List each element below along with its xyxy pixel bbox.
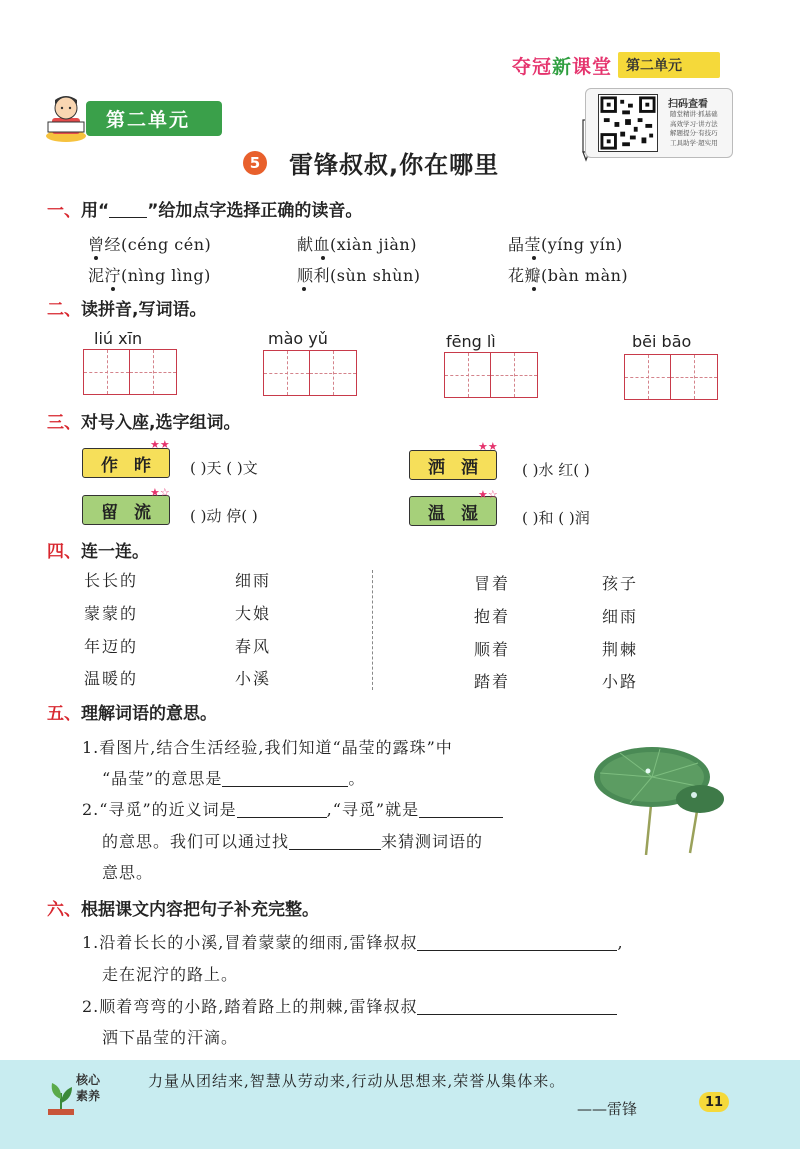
brand-logo: 夺冠新课堂 (512, 55, 613, 78)
match-word[interactable]: 小路 (602, 672, 639, 691)
answer-blank[interactable] (222, 771, 348, 787)
question-line: 2.“寻觅”的近义词是 ,“寻觅”就是 (82, 797, 503, 820)
match-word[interactable]: 小溪 (235, 669, 272, 688)
match-word[interactable]: 孩子 (602, 574, 639, 593)
question-line: 的意思。我们可以通过找 来猜测词语的 (102, 832, 484, 851)
section-5-title: 五、理解词语的意思。 (47, 704, 217, 724)
column-divider (372, 570, 373, 690)
qr-feature-item: 随堂精讲·抓基础 (670, 110, 718, 118)
page-number: 11 (699, 1092, 729, 1112)
answer-blank[interactable] (419, 802, 503, 818)
core-literacy-label: 核心 素养 (76, 1073, 101, 1103)
pron-item: 献血(xiàn jiàn) (297, 235, 417, 254)
star-icon: ★★ (478, 440, 498, 453)
question-line: 1.看图片,结合生活经验,我们知道“晶莹的露珠”中 (82, 738, 453, 757)
emphasis-dot (532, 287, 536, 291)
qr-feature-item: 高效学习·讲方法 (670, 119, 718, 128)
fill-blanks[interactable]: ( )和 ( )润 (522, 509, 590, 527)
fill-blanks[interactable]: ( )动 停( ) (190, 507, 258, 525)
star-icon: ★☆ (478, 488, 498, 501)
fill-blanks[interactable]: ( )水 红( ) (522, 461, 590, 479)
writing-grid[interactable] (263, 350, 357, 396)
match-word[interactable]: 冒着 (474, 574, 511, 593)
star-icon: ★☆ (150, 486, 170, 499)
match-word[interactable]: 顺着 (474, 640, 511, 659)
qr-feature-item: 解题提分·有技巧 (670, 129, 718, 137)
pinyin-label: liú xīn (94, 329, 143, 348)
section-1-title: 一、用“ ”给加点字选择正确的读音。 (47, 201, 363, 221)
match-word[interactable]: 荆棘 (602, 640, 639, 659)
match-word[interactable]: 长长的 (84, 571, 139, 590)
pron-item: 泥泞(nìng lìng) (88, 266, 211, 285)
question-line: 洒下晶莹的汗滴。 (102, 1028, 239, 1047)
pinyin-label: mào yǔ (268, 329, 328, 348)
answer-blank[interactable] (417, 935, 617, 951)
question-line: 意思。 (102, 863, 154, 882)
qr-code-icon[interactable] (598, 94, 658, 152)
question-line: 1.沿着长长的小溪,冒着蒙蒙的细雨,雷锋叔叔 , (82, 933, 624, 952)
writing-grid[interactable] (624, 354, 718, 400)
sprout-icon (46, 1075, 76, 1115)
brand-header (512, 52, 720, 78)
char-choice-box: 温 湿 (409, 496, 497, 526)
match-word[interactable]: 细雨 (235, 571, 272, 590)
char-choice-box: 留 流 (82, 495, 170, 525)
match-word[interactable]: 蒙蒙的 (84, 604, 139, 623)
answer-blank[interactable] (237, 802, 327, 818)
answer-blank[interactable] (289, 834, 381, 850)
section-4-title: 四、连一连。 (47, 542, 149, 562)
lesson-title: 雷锋叔叔,你在哪里 (289, 151, 500, 179)
answer-blank[interactable] (417, 999, 617, 1015)
match-word[interactable]: 踏着 (474, 672, 511, 691)
brand-unit-tag: 第二单元 (618, 52, 720, 78)
pinyin-label: fēng lì (446, 332, 496, 351)
match-word[interactable]: 细雨 (602, 607, 639, 626)
emphasis-dot (302, 287, 306, 291)
emphasis-dot (532, 256, 536, 260)
pron-item: 花瓣(bàn màn) (508, 266, 629, 285)
match-word[interactable]: 年迈的 (84, 637, 139, 656)
match-word[interactable]: 温暖的 (84, 669, 139, 688)
match-word[interactable]: 大娘 (235, 604, 272, 623)
lesson-heading (243, 145, 499, 180)
qr-feature-list (670, 110, 718, 148)
char-choice-box: 作 昨 (82, 448, 170, 478)
emphasis-dot (111, 287, 115, 291)
question-line: 走在泥泞的路上。 (102, 965, 239, 984)
section-2-title: 二、读拼音,写词语。 (47, 300, 207, 320)
student-reading-icon (42, 88, 90, 144)
match-word[interactable]: 春风 (235, 637, 272, 656)
qr-feature-item: 工具助学·超实用 (670, 138, 718, 147)
emphasis-dot (94, 256, 98, 260)
footer-quote: 力量从团结来,智慧从劳动来,行动从思想来,荣誉从集体来。 (148, 1072, 566, 1090)
pron-item: 曾经(céng cén) (88, 235, 212, 254)
qr-title: 扫码查看 (668, 99, 708, 110)
lotus-leaf-dewdrop-image (590, 735, 750, 855)
pron-item: 顺利(sùn shùn) (297, 266, 421, 285)
fill-blanks[interactable]: ( )天 ( )文 (190, 459, 258, 477)
section-3-title: 三、对号入座,选字组词。 (47, 413, 241, 433)
writing-grid[interactable] (444, 352, 538, 398)
match-word[interactable]: 抱着 (474, 607, 511, 626)
star-icon: ★★ (150, 438, 170, 451)
blank-sample (109, 204, 147, 218)
lesson-number-badge: 5 (243, 151, 267, 175)
emphasis-dot (321, 256, 325, 260)
char-choice-box: 洒 酒 (409, 450, 497, 480)
pron-item: 晶莹(yíng yín) (508, 235, 623, 254)
unit-banner: 第二单元 (86, 101, 222, 136)
question-line: 2.顺着弯弯的小路,踏着路上的荆棘,雷锋叔叔 (82, 994, 617, 1017)
writing-grid[interactable] (83, 349, 177, 395)
section-6-title: 六、根据课文内容把句子补充完整。 (47, 900, 319, 920)
pinyin-label: bēi bāo (632, 332, 692, 351)
question-line: “晶莹”的意思是 。 (102, 769, 366, 788)
footer-author: ——雷锋 (577, 1100, 638, 1118)
